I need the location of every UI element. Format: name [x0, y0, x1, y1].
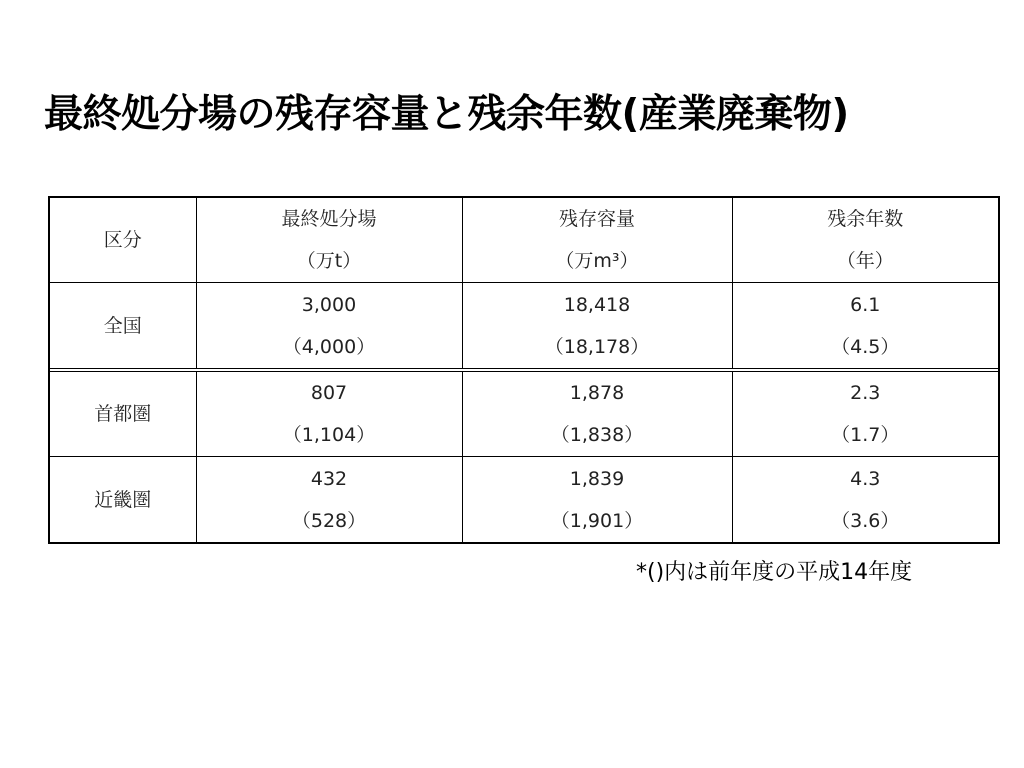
header-cell-remaining-capacity — [462, 198, 732, 283]
value-cell — [732, 457, 998, 542]
previous-value: （3.6） — [831, 509, 900, 532]
header-label: 最終処分場 — [281, 208, 377, 231]
current-value: 432 — [310, 467, 348, 490]
table-row — [50, 457, 998, 542]
current-value: 6.1 — [850, 293, 881, 316]
header-cell-category — [50, 198, 196, 283]
value-cell — [462, 370, 732, 457]
header-label: 残存容量 — [558, 208, 635, 231]
current-value: 807 — [310, 382, 348, 405]
header-unit: （万m³） — [555, 250, 639, 273]
footnote: *()内は前年度の平成14年度 — [636, 560, 913, 585]
value-cell — [196, 457, 462, 542]
current-value: 1,839 — [569, 467, 625, 490]
region-cell — [50, 457, 196, 542]
current-value: 1,878 — [569, 382, 625, 405]
current-value: 2.3 — [850, 382, 881, 405]
previous-value: （18,178） — [544, 335, 650, 358]
value-cell — [462, 283, 732, 370]
previous-value: （528） — [291, 509, 367, 532]
table-row — [50, 370, 998, 457]
header-cell-landfill — [196, 198, 462, 283]
data-table — [50, 198, 998, 542]
current-value: 4.3 — [850, 467, 881, 490]
region-label: 全国 — [103, 314, 142, 337]
current-value: 3,000 — [301, 293, 357, 316]
value-cell — [462, 457, 732, 542]
header-label: 区分 — [103, 229, 142, 252]
previous-value: （1,838） — [550, 424, 644, 447]
table-row — [50, 283, 998, 370]
data-table-frame — [48, 196, 1000, 544]
header-cell-remaining-years — [732, 198, 998, 283]
value-cell — [196, 370, 462, 457]
previous-value: （4,000） — [282, 335, 376, 358]
current-value: 18,418 — [563, 293, 631, 316]
value-cell — [732, 370, 998, 457]
value-cell — [732, 283, 998, 370]
value-cell — [196, 283, 462, 370]
region-cell — [50, 283, 196, 370]
previous-value: （1.7） — [831, 424, 900, 447]
header-row — [50, 198, 998, 283]
previous-value: （1,104） — [282, 424, 376, 447]
previous-value: （4.5） — [831, 335, 900, 358]
region-label: 近畿圏 — [94, 488, 152, 511]
previous-value: （1,901） — [550, 509, 644, 532]
region-cell — [50, 370, 196, 457]
slide-title: 最終処分場の残存容量と残余年数(産業廃棄物) — [44, 92, 849, 137]
header-label: 残余年数 — [827, 208, 904, 231]
header-unit: （年） — [836, 250, 894, 273]
header-unit: （万t） — [296, 250, 362, 273]
region-label: 首都圏 — [94, 403, 152, 426]
